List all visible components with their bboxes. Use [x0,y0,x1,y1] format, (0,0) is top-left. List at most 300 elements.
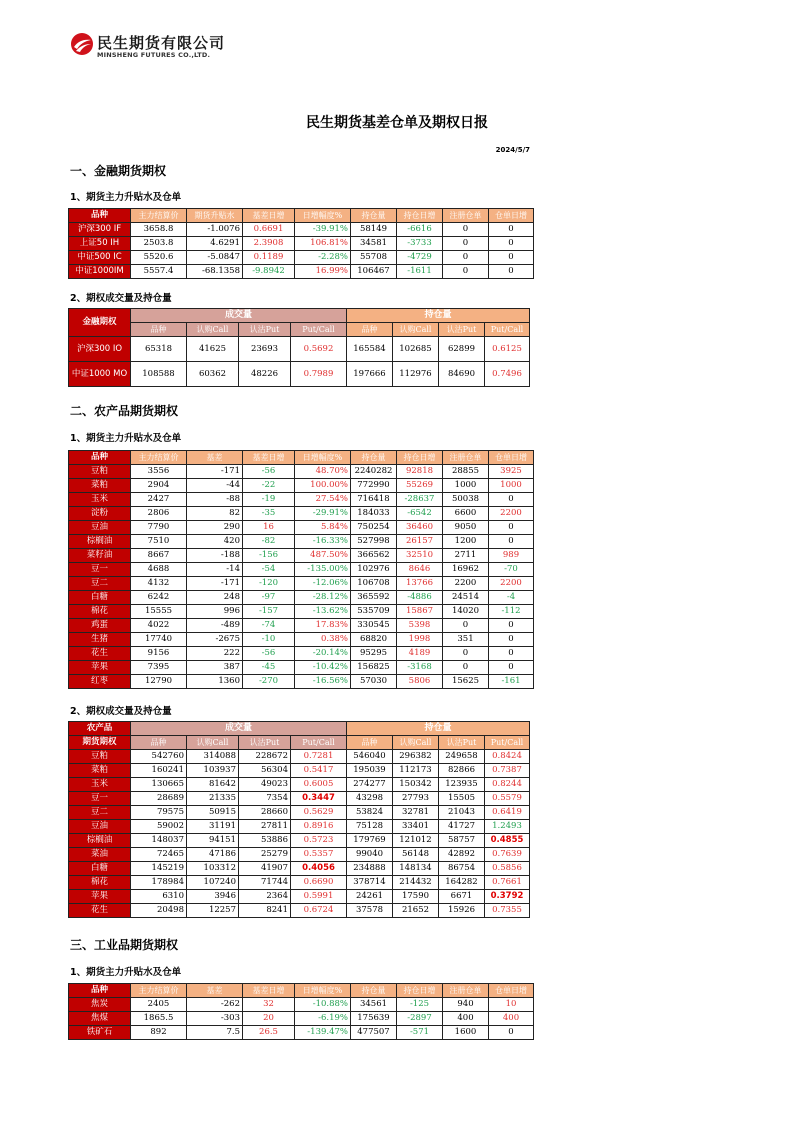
subheader-cell: 认购Call [187,736,239,750]
volume-put: 56304 [239,764,291,778]
settle-price: 3658.8 [131,223,187,237]
variety-name: 淀粉 [69,507,131,521]
oi-change: 32510 [397,549,443,563]
warrant-count: 15625 [443,675,489,689]
basis-value: -2675 [187,633,243,647]
table-row [69,1012,534,1026]
financial-options-rows [69,337,530,387]
settle-price: 15555 [131,605,187,619]
variety-name: 玉米 [69,493,131,507]
oi-put-call-ratio: 0.7639 [485,848,530,862]
basis-change: -270 [243,675,295,689]
open-interest: 95295 [351,647,397,661]
variety-name: 焦煤 [69,1012,131,1026]
column-header: 持仓量 [351,984,397,998]
warrant-count: 0 [443,661,489,675]
table-row [69,465,534,479]
basis-change: 20 [243,1012,295,1026]
report-date: 2024/5/7 [495,146,530,154]
oi-total: 24261 [347,890,393,904]
oi-put: 15926 [439,904,485,918]
oi-total: 274277 [347,778,393,792]
volume-put-call-ratio: 0.5629 [291,806,347,820]
header-row [69,451,534,465]
warrant-change: 0 [489,251,534,265]
oi-total: 75128 [347,820,393,834]
option-variety: 棉花 [69,876,131,890]
oi-call: 214432 [393,876,439,890]
column-header: 基差日增 [243,451,295,465]
oi-call: 32781 [393,806,439,820]
warrant-change: 400 [489,1012,534,1026]
settle-price: 4132 [131,577,187,591]
table-row [69,862,530,876]
oi-total: 234888 [347,862,393,876]
option-variety: 中证1000 MO [69,362,131,387]
oi-call: 112976 [393,362,439,387]
settle-price: 8667 [131,549,187,563]
change-percent: -135.00% [295,563,351,577]
warrant-change: -161 [489,675,534,689]
oi-call: 56148 [393,848,439,862]
open-interest: 477507 [351,1026,397,1040]
oi-change: -571 [397,1026,443,1040]
financial-options-body [69,309,530,337]
industrial-basis-body [69,984,534,1040]
settle-price: 2503.8 [131,237,187,251]
table-row [69,605,534,619]
column-header: 注册仓单 [443,209,489,223]
volume-total: 145219 [131,862,187,876]
basis-value: -303 [187,1012,243,1026]
warrant-change: 3925 [489,465,534,479]
column-header: 基差 [187,984,243,998]
oi-call: 112173 [393,764,439,778]
agri-options-subheader [69,736,530,750]
financial-basis-body [69,209,534,279]
table-row [69,265,534,279]
basis-change: 0.6691 [243,223,295,237]
change-percent: 100.00% [295,479,351,493]
volume-total: 79575 [131,806,187,820]
change-percent: -16.56% [295,675,351,689]
volume-total: 160241 [131,764,187,778]
column-header: 注册仓单 [443,451,489,465]
variety-name: 苹果 [69,661,131,675]
open-interest: 34561 [351,998,397,1012]
table-row [69,806,530,820]
open-interest: 57030 [351,675,397,689]
column-header: 持仓日增 [397,209,443,223]
oi-put-call-ratio: 0.6419 [485,806,530,820]
basis-change: 0.1189 [243,251,295,265]
variety-name: 菜粕 [69,479,131,493]
column-header: 持仓日增 [397,984,443,998]
warrant-count: 0 [443,619,489,633]
option-variety: 豆油 [69,820,131,834]
volume-total: 72465 [131,848,187,862]
warrant-change: 10 [489,998,534,1012]
basis-value: -88 [187,493,243,507]
change-percent: -139.47% [295,1026,351,1040]
volume-put: 8241 [239,904,291,918]
volume-total: 20498 [131,904,187,918]
settle-price: 7510 [131,535,187,549]
change-percent: -29.91% [295,507,351,521]
settle-price: 7395 [131,661,187,675]
agri-options-table [68,721,530,918]
warrant-change: -112 [489,605,534,619]
volume-put: 53886 [239,834,291,848]
volume-call: 3946 [187,890,239,904]
change-percent: 27.54% [295,493,351,507]
section-financial-heading: 一、金融期货期权 [70,164,167,178]
volume-put: 49023 [239,778,291,792]
variety-name: 红枣 [69,675,131,689]
basis-value: -171 [187,465,243,479]
oi-put: 123935 [439,778,485,792]
change-percent: 17.83% [295,619,351,633]
change-percent: -16.33% [295,535,351,549]
volume-put-call-ratio: 0.6690 [291,876,347,890]
oi-put-call-ratio: 0.7661 [485,876,530,890]
table-row [69,251,534,265]
section-industrial-heading: 三、工业品期货期权 [70,938,179,952]
column-header: 持仓日增 [397,451,443,465]
minsheng-logo-icon [70,32,94,56]
volume-put-call-ratio: 0.7281 [291,750,347,764]
warrant-count: 1000 [443,479,489,493]
volume-put-call-ratio: 0.5692 [291,337,347,362]
column-header: 注册仓单 [443,984,489,998]
table-row [69,820,530,834]
volume-call: 81642 [187,778,239,792]
basis-value: -44 [187,479,243,493]
volume-call: 60362 [187,362,239,387]
financial-options-subheader [69,323,530,337]
logo-en-text: MINSHENG FUTURES CO.,LTD. [97,51,211,59]
settle-price: 1865.5 [131,1012,187,1026]
warrant-count: 2200 [443,577,489,591]
oi-put-call-ratio: 0.7496 [485,362,530,387]
open-interest: 365592 [351,591,397,605]
oi-change: -2897 [397,1012,443,1026]
table-row [69,535,534,549]
oi-change: 1998 [397,633,443,647]
subheader-cell: 认购Call [393,323,439,337]
agri-oi-group-header: 持仓量 [347,722,530,736]
warrant-count: 14020 [443,605,489,619]
oi-put: 6671 [439,890,485,904]
basis-change: -157 [243,605,295,619]
warrant-change: -70 [489,563,534,577]
column-header: 主力结算价 [131,984,187,998]
table-row [69,633,534,647]
volume-put-call-ratio: 0.5417 [291,764,347,778]
volume-total: 6310 [131,890,187,904]
table-row [69,521,534,535]
settle-price: 12790 [131,675,187,689]
oi-total: 546040 [347,750,393,764]
option-variety: 豆一 [69,792,131,806]
header-row [69,984,534,998]
warrant-count: 16962 [443,563,489,577]
oi-put-call-ratio: 0.7387 [485,764,530,778]
oi-change: 36460 [397,521,443,535]
oi-put-call-ratio: 0.5579 [485,792,530,806]
option-variety: 棕榈油 [69,834,131,848]
warrant-count: 6600 [443,507,489,521]
volume-put: 27811 [239,820,291,834]
oi-call: 150342 [393,778,439,792]
open-interest: 102976 [351,563,397,577]
settle-price: 4688 [131,563,187,577]
financial-options-label: 金融期权 [69,309,131,337]
variety-name: 鸡蛋 [69,619,131,633]
oi-call: 296382 [393,750,439,764]
open-interest: 772990 [351,479,397,493]
settle-price: 7790 [131,521,187,535]
warrant-count: 28855 [443,465,489,479]
table-row [69,848,530,862]
variety-name: 棕榈油 [69,535,131,549]
column-header: 仓单日增 [489,984,534,998]
subheader-cell: Put/Call [291,323,347,337]
volume-total: 148037 [131,834,187,848]
variety-name: 豆一 [69,563,131,577]
settle-price: 2405 [131,998,187,1012]
report-title: 民生期货基差仓单及期权日报 [306,115,488,131]
volume-total: 542760 [131,750,187,764]
column-header: 基差 [187,451,243,465]
volume-put: 25279 [239,848,291,862]
basis-value: 996 [187,605,243,619]
oi-total: 99040 [347,848,393,862]
warrant-count: 400 [443,1012,489,1026]
agri-options-subheading: 2、期权成交量及持仓量 [70,706,172,717]
warrant-change: 0 [489,1026,534,1040]
settle-price: 892 [131,1026,187,1040]
volume-group-header: 成交量 [131,309,347,323]
table-row [69,337,530,362]
oi-change: 26157 [397,535,443,549]
basis-change: -10 [243,633,295,647]
variety-name: 豆二 [69,577,131,591]
table-row [69,549,534,563]
warrant-count: 0 [443,237,489,251]
oi-put: 58757 [439,834,485,848]
basis-change: -56 [243,647,295,661]
open-interest: 184033 [351,507,397,521]
agri-options-label-top: 农产品 [69,722,131,736]
volume-call: 21335 [187,792,239,806]
subheader-cell: 认沽Put [439,736,485,750]
volume-call: 103937 [187,764,239,778]
table-row [69,750,530,764]
subheader-cell: 认沽Put [239,323,291,337]
open-interest: 2240282 [351,465,397,479]
volume-total: 65318 [131,337,187,362]
oi-total: 43298 [347,792,393,806]
change-percent: -6.19% [295,1012,351,1026]
warrant-count: 1600 [443,1026,489,1040]
basis-value: -68.1358 [187,265,243,279]
volume-call: 41625 [187,337,239,362]
change-percent: 48.70% [295,465,351,479]
basis-change: -19 [243,493,295,507]
volume-put: 48226 [239,362,291,387]
volume-put-call-ratio: 0.5357 [291,848,347,862]
agri-options-rows [69,750,530,918]
volume-put: 2364 [239,890,291,904]
financial-basis-subheading: 1、期货主力升贴水及仓单 [70,192,182,203]
basis-value: 4.6291 [187,237,243,251]
oi-call: 33401 [393,820,439,834]
volume-put: 7354 [239,792,291,806]
basis-value: 420 [187,535,243,549]
change-percent: -10.88% [295,998,351,1012]
option-variety: 花生 [69,904,131,918]
settle-price: 5520.6 [131,251,187,265]
warrant-count: 0 [443,265,489,279]
basis-value: -5.0847 [187,251,243,265]
oi-change: -4729 [397,251,443,265]
oi-put: 86754 [439,862,485,876]
basis-value: 290 [187,521,243,535]
column-header: 日增幅度% [295,209,351,223]
subheader-cell: Put/Call [291,736,347,750]
open-interest: 156825 [351,661,397,675]
volume-total: 108588 [131,362,187,387]
column-header: 品种 [69,209,131,223]
volume-call: 107240 [187,876,239,890]
table-row [69,778,530,792]
warrant-change: 2200 [489,507,534,521]
column-header: 持仓量 [351,451,397,465]
settle-price: 3556 [131,465,187,479]
volume-call: 103312 [187,862,239,876]
financial-options-table [68,308,530,387]
table-row [69,507,534,521]
oi-change: -6616 [397,223,443,237]
basis-value: 387 [187,661,243,675]
subheader-cell: Put/Call [485,736,530,750]
basis-change: 32 [243,998,295,1012]
oi-change: -125 [397,998,443,1012]
oi-put: 82866 [439,764,485,778]
open-interest: 527998 [351,535,397,549]
change-percent: -10.42% [295,661,351,675]
open-interest: 55708 [351,251,397,265]
basis-change: -9.8942 [243,265,295,279]
table-row [69,998,534,1012]
variety-name: 豆油 [69,521,131,535]
change-percent: 487.50% [295,549,351,563]
volume-put: 228672 [239,750,291,764]
open-interest: 106467 [351,265,397,279]
basis-change: -45 [243,661,295,675]
oi-group-header: 持仓量 [347,309,530,323]
oi-put: 249658 [439,750,485,764]
table-row [69,362,530,387]
warrant-change: 0 [489,493,534,507]
table-row [69,493,534,507]
volume-total: 130665 [131,778,187,792]
table-row [69,890,530,904]
volume-put-call-ratio: 0.4056 [291,862,347,876]
change-percent: -20.14% [295,647,351,661]
basis-change: -74 [243,619,295,633]
section-agri-heading: 二、农产品期货期权 [70,404,179,418]
change-percent: 16.99% [295,265,351,279]
variety-name: 焦炭 [69,998,131,1012]
warrant-change: 2200 [489,577,534,591]
oi-change: -6542 [397,507,443,521]
oi-total: 378714 [347,876,393,890]
oi-change: -1611 [397,265,443,279]
column-header: 主力结算价 [131,209,187,223]
settle-price: 2904 [131,479,187,493]
basis-value: 7.5 [187,1026,243,1040]
volume-call: 94151 [187,834,239,848]
warrant-change: 1000 [489,479,534,493]
column-header: 品种 [69,451,131,465]
oi-call: 148134 [393,862,439,876]
warrant-change: 0 [489,619,534,633]
oi-change: 15867 [397,605,443,619]
basis-value: -14 [187,563,243,577]
column-header: 日增幅度% [295,984,351,998]
basis-value: 222 [187,647,243,661]
table-row [69,577,534,591]
change-percent: 106.81% [295,237,351,251]
table-row [69,661,534,675]
oi-put-call-ratio: 0.7355 [485,904,530,918]
volume-call: 12257 [187,904,239,918]
table-row [69,764,530,778]
oi-call: 27793 [393,792,439,806]
volume-total: 59002 [131,820,187,834]
basis-value: 248 [187,591,243,605]
variety-name: 花生 [69,647,131,661]
subheader-cell: 认购Call [187,323,239,337]
basis-change: 2.3908 [243,237,295,251]
settle-price: 2427 [131,493,187,507]
industrial-basis-subheading: 1、期货主力升贴水及仓单 [70,967,182,978]
variety-name: 中证1000IM [69,265,131,279]
header-row [69,209,534,223]
open-interest: 175639 [351,1012,397,1026]
oi-put-call-ratio: 0.3792 [485,890,530,904]
warrant-count: 351 [443,633,489,647]
option-variety: 苹果 [69,890,131,904]
subheader-cell: Put/Call [485,323,530,337]
oi-change: 5398 [397,619,443,633]
volume-total: 178984 [131,876,187,890]
warrant-change: -4 [489,591,534,605]
agri-volume-group-header: 成交量 [131,722,347,736]
volume-put: 23693 [239,337,291,362]
oi-total: 195039 [347,764,393,778]
column-header: 期货升贴水 [187,209,243,223]
warrant-count: 2711 [443,549,489,563]
oi-put: 15505 [439,792,485,806]
volume-put-call-ratio: 0.7989 [291,362,347,387]
column-header: 仓单日增 [489,451,534,465]
column-header: 主力结算价 [131,451,187,465]
oi-call: 121012 [393,834,439,848]
basis-change: -35 [243,507,295,521]
